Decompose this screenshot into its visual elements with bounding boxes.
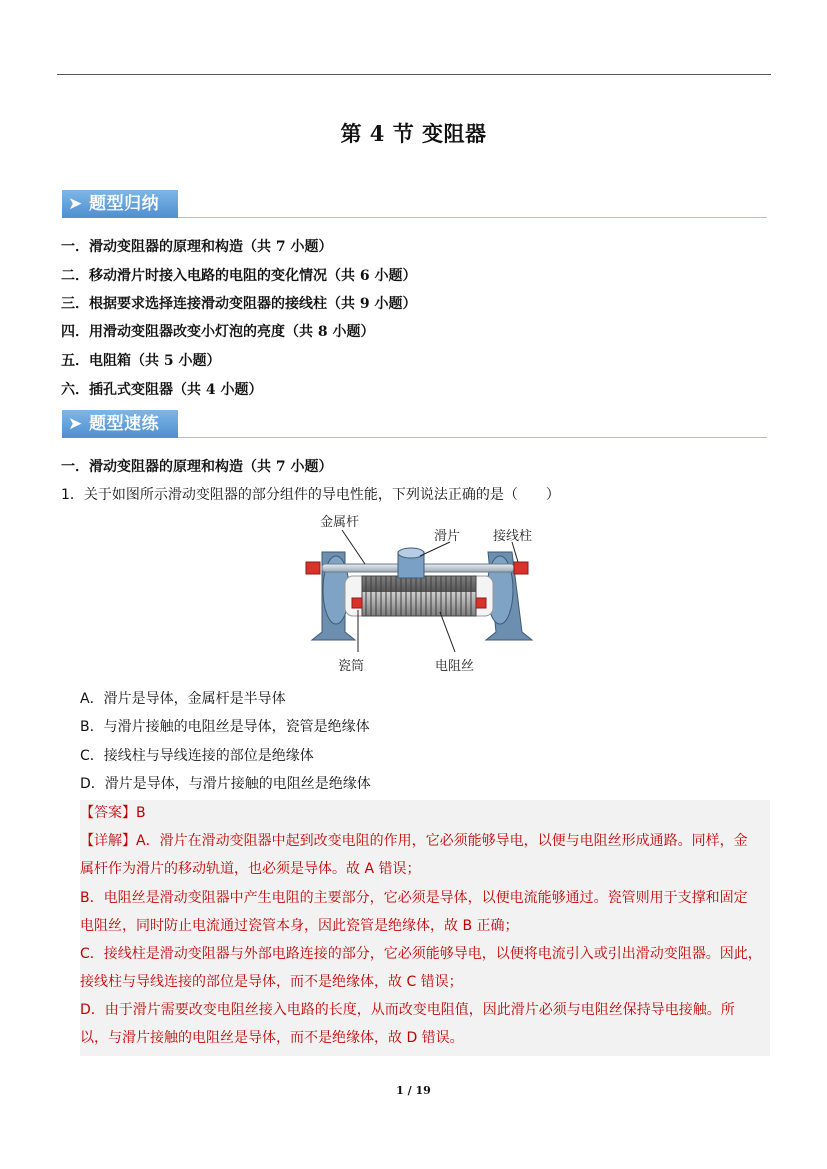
answer-line-9: 以，与滑片接触的电阻丝是导体，而不是绝缘体，故 D 错误。 — [80, 1030, 464, 1046]
answer-line-5: 电阻丝，同时防止电流通过瓷管本身，因此瓷管是绝缘体，故 B 正确； — [80, 918, 519, 934]
answer-line-7: 接线柱与导线连接的部位是导体，而不是绝缘体，故 C 错误； — [80, 974, 463, 990]
section-banner-practice — [62, 410, 767, 440]
resistance-wire-coil — [362, 576, 476, 616]
option-c: C．接线柱与导线连接的部位是绝缘体 — [80, 748, 314, 764]
header-rule — [57, 74, 771, 75]
option-d: D．滑片是导体，与滑片接触的电阻丝是绝缘体 — [80, 776, 371, 792]
terminal-left — [306, 562, 320, 574]
answer-line-6: C．接线柱是滑动变阻器与外部电路连接的部分，它必须能够导电，以便将电流引入或引出滑动变阻器。因此， — [80, 946, 762, 962]
terminal-bottom-right — [476, 598, 486, 608]
toc-item-2[interactable]: 二．移动滑片时接入电路的电阻的变化情况（共 6 小题） — [61, 268, 417, 284]
page-title: 第 4 节 变阻器 — [340, 121, 487, 146]
practice-section-heading: 一．滑动变阻器的原理和构造（共 7 小题） — [61, 459, 333, 475]
banner-summary-rule — [178, 217, 767, 218]
label-slider: 滑片 — [434, 529, 461, 544]
slider — [398, 548, 424, 578]
section-banner-summary — [62, 190, 767, 220]
option-a: A．滑片是导体，金属杆是半导体 — [80, 691, 286, 707]
rheostat-figure — [300, 512, 550, 682]
answer-line-3: 属杆作为滑片的移动轨道，也必须是导体。故 A 错误； — [80, 861, 421, 877]
toc-item-1[interactable]: 一．滑动变阻器的原理和构造（共 7 小题） — [61, 239, 333, 255]
label-terminal: 接线柱 — [493, 529, 533, 544]
answer-line-8: D．由于滑片需要改变电阻丝接入电路的长度，从而改变电阻值，因此滑片必须与电阻丝保持导电接触。所 — [80, 1002, 735, 1018]
label-metal-rod: 金属杆 — [320, 515, 360, 530]
label-ceramic-tube: 瓷筒 — [338, 659, 365, 674]
option-b: B．与滑片接触的电阻丝是导体，瓷管是绝缘体 — [80, 719, 370, 735]
label-resistance-wire: 电阻丝 — [435, 659, 475, 674]
banner-summary-label: ➤ 题型归纳 — [62, 190, 178, 218]
banner-practice-rule — [178, 437, 767, 438]
terminal-bottom-left — [352, 598, 362, 608]
question-1-text: 1．关于如图所示滑动变阻器的部分组件的导电性能，下列说法正确的是（ ） — [61, 487, 560, 503]
banner-practice-label: ➤ 题型速练 — [62, 410, 178, 438]
answer-line-4: B．电阻丝是滑动变阻器中产生电阻的主要部分，它必须是导体，以便电流能够通过。瓷管则用于支撑和固定 — [80, 890, 748, 906]
answer-line-2: 【详解】A．滑片在滑动变阻器中起到改变电阻的作用，它必须能够导电，以便与电阻丝形成通路。同样，金 — [80, 833, 748, 849]
toc-item-6[interactable]: 六．插孔式变阻器（共 4 小题） — [61, 382, 263, 398]
toc-item-3[interactable]: 三．根据要求选择连接滑动变阻器的接线柱（共 9 小题） — [61, 296, 417, 312]
answer-line-1: 【答案】B — [80, 805, 146, 821]
terminal-right — [514, 562, 528, 574]
page-number: 1 / 19 — [396, 1084, 431, 1097]
toc-item-5[interactable]: 五．电阻箱（共 5 小题） — [61, 353, 221, 369]
toc-item-4[interactable]: 四．用滑动变阻器改变小灯泡的亮度（共 8 小题） — [61, 324, 375, 340]
